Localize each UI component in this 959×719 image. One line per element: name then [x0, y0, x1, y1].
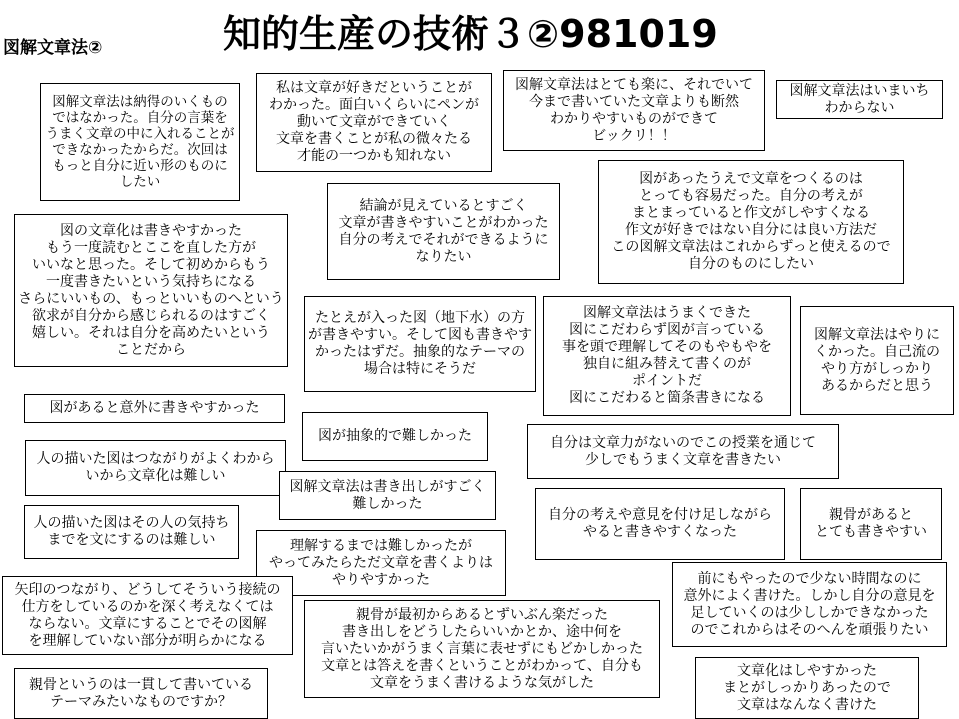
comment-box: 図解文章法はうまくできた 図にこだわらず図が言っている 事を頭で理解してそのもやもやを 独自に組み替えて書くのが ポイントだ 図にこだわると箇条書きになる — [543, 296, 791, 416]
comment-box: 図の文章化は書きやすかった もう一度読むとここを直した方が いいなと思った。そして初めからもう 一度書きたいという気持ちになる さらにいいもの、もっといいものへという 欲求が自分から感じられるのはすごく 嬉しい。それは自分を高めたいという ことだから — [14, 214, 288, 367]
comment-box: 結論が見えているとすごく 文章が書きやすいことがわかった 自分の考えでそれができるように なりたい — [327, 183, 560, 280]
page-title: 知的生産の技術３②981019 — [223, 12, 718, 56]
comment-box: 人の描いた図はつながりがよくわから いから文章化は難しい — [25, 440, 286, 496]
comment-box: 私は文章が好きだということが わかった。面白いくらいにペンが 動いて文章ができていく 文章を書くことが私の微々たる 才能の一つかも知れない — [256, 73, 492, 172]
comment-box: 人の描いた図はその人の気持ち までを文にするのは難しい — [24, 505, 239, 559]
comment-box: 図解文章法はいまいち わからない — [776, 80, 943, 119]
comment-box: 図解文章法はとても楽に、それでいて 今まで書いていた文章よりも断然 わかりやすいものができて ビックリ！！ — [503, 70, 765, 151]
comment-box: 図があると意外に書きやすかった — [24, 394, 285, 423]
comment-box: 自分は文章力がないのでこの授業を通じて 少しでもうまく文章を書きたい — [527, 424, 839, 479]
comment-box: 自分の考えや意見を付け足しながら やると書きやすくなった — [535, 488, 785, 560]
page-subtitle: 図解文章法② — [3, 38, 103, 58]
comment-box: 親骨が最初からあるとずいぶん楽だった 書き出しをどうしたらいいかとか、途中何を 言いたいかがうまく言葉に表せずにもどかしかった 文章とは答えを書くということがわかって、自分も 文章をうまく書けるような気がした — [304, 600, 660, 698]
comment-box: 図が抽象的で難しかった — [302, 412, 488, 461]
comment-box: たとえが入った図（地下水）の方 が書きやすい。そして図も書きやす かったはずだ。抽象的なテーマの 場合は特にそうだ — [304, 296, 536, 392]
comment-box: 前にもやったので少ない時間なのに 意外によく書けた。しかし自分の意見を 足していくのは少ししかできなかった のでこれからはそのへんを頑張りたい — [672, 562, 947, 647]
comment-box: 親骨というのは一貫して書いている テーマみたいなものですか？ — [14, 668, 268, 719]
comment-box: 図解文章法は納得のいくもの ではなかった。自分の言葉を うまく文章の中に入れることが できなかったからだ。次回は もっと自分に近い形のものに したい — [40, 83, 240, 201]
comment-box: 図解文章法はやりに くかった。自己流の やり方がしっかり あるからだと思う — [800, 306, 954, 415]
comment-box: 図解文章法は書き出しがすごく 難しかった — [279, 471, 496, 520]
comment-box: 理解するまでは難しかったが やってみたらただ文章を書くよりは やりやすかった — [256, 530, 506, 596]
comment-box: 親骨があると とても書きやすい — [800, 488, 942, 560]
comment-box: 矢印のつながり、どうしてそういう接続の 仕方をしているのかを深く考えなくては ならない。文章にすることでその図解 を理解していない部分が明らかになる — [2, 576, 293, 655]
comment-box: 文章化はしやすかった まとがしっかりあったので 文章はなんなく書けた — [695, 657, 919, 719]
comment-box: 図があったうえで文章をつくるのは とっても容易だった。自分の考えが まとまっていると作文がしやすくなる 作文が好きではない自分には良い方法だ この図解文章法はこれからずっと使えるので 自分のものにしたい — [598, 160, 904, 284]
